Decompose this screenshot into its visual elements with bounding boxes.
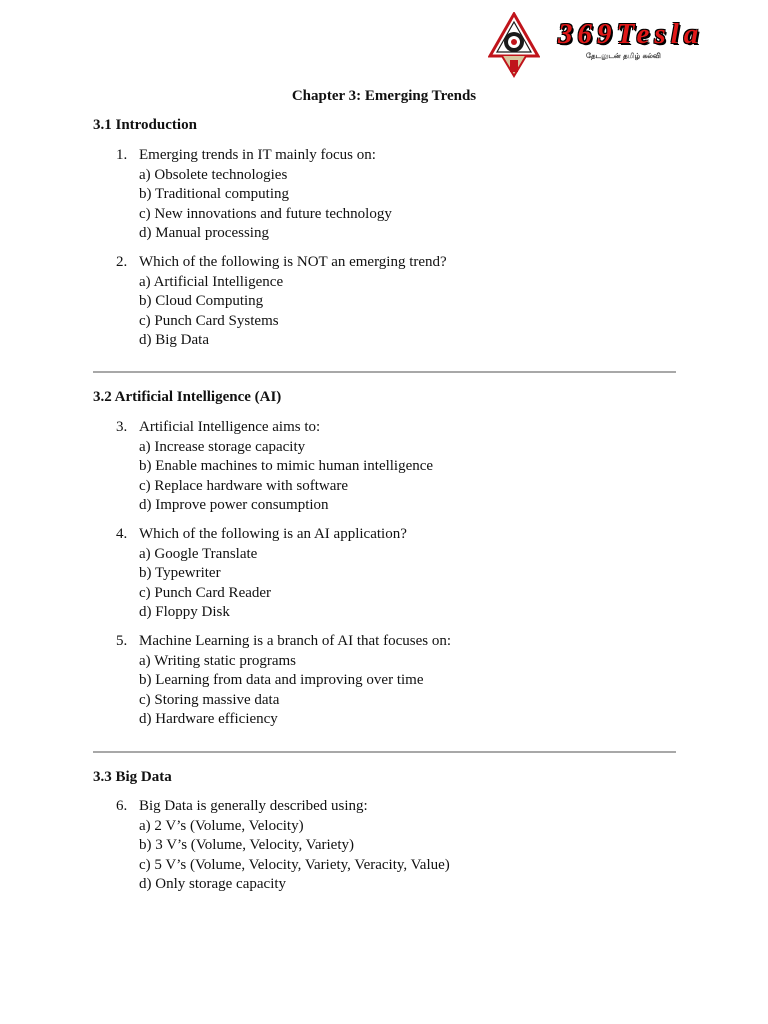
- option-c: c) 5 V’s (Volume, Velocity, Variety, Veracity, Value): [139, 856, 450, 873]
- option-b: b) 3 V’s (Volume, Velocity, Variety): [139, 837, 354, 854]
- option-d: d) Big Data: [139, 332, 209, 349]
- tesla-emblem-icon: [488, 12, 540, 78]
- question-number: 6.: [116, 798, 128, 814]
- section-heading-ai: 3.2 Artificial Intelligence (AI): [93, 389, 282, 405]
- question-number: 2.: [116, 254, 128, 270]
- option-c: c) Replace hardware with software: [139, 477, 349, 494]
- question-text: Which of the following is an AI application?: [139, 526, 407, 542]
- question-text: Machine Learning is a branch of AI that focuses on:: [139, 633, 451, 649]
- option-d: d) Only storage capacity: [139, 876, 287, 893]
- option-d: d) Manual processing: [139, 225, 269, 242]
- question-number: 3.: [116, 419, 128, 435]
- option-a: a) Obsolete technologies: [139, 166, 288, 183]
- option-a: a) 2 V’s (Volume, Velocity): [139, 817, 304, 834]
- option-b: b) Traditional computing: [139, 186, 289, 203]
- option-b: b) Learning from data and improving over time: [139, 672, 424, 689]
- option-a: a) Google Translate: [139, 545, 258, 562]
- option-b: b) Typewriter: [139, 565, 221, 582]
- option-c: c) New innovations and future technology: [139, 205, 392, 222]
- question-text: Emerging trends in IT mainly focus on:: [139, 147, 376, 163]
- brand-logo: [488, 12, 743, 80]
- option-a: a) Increase storage capacity: [139, 438, 306, 455]
- question-number: 4.: [116, 526, 128, 542]
- question-text: Artificial Intelligence aims to:: [139, 419, 321, 435]
- option-d: d) Floppy Disk: [139, 604, 230, 621]
- question-text: Big Data is generally described using:: [139, 798, 368, 814]
- option-d: d) Hardware efficiency: [139, 711, 278, 728]
- question-number: 5.: [116, 633, 128, 649]
- section-divider: [93, 751, 676, 753]
- logo-tagline: தேடலுடன் தமிழ் கல்வி: [586, 52, 661, 60]
- question-number: 1.: [116, 147, 128, 163]
- section-heading-introduction: 3.1 Introduction: [93, 117, 197, 133]
- option-c: c) Punch Card Reader: [139, 584, 272, 601]
- page-title: Chapter 3: Emerging Trends: [291, 88, 477, 104]
- option-a: a) Artificial Intelligence: [139, 273, 284, 290]
- option-c: c) Storing massive data: [139, 691, 280, 708]
- logo-wordmark: 369Tesla: [558, 18, 704, 50]
- section-divider: [93, 371, 676, 373]
- option-c: c) Punch Card Systems: [139, 312, 279, 329]
- option-b: b) Cloud Computing: [139, 293, 264, 310]
- option-b: b) Enable machines to mimic human intelligence: [139, 458, 434, 475]
- question-text: Which of the following is NOT an emerging trend?: [139, 254, 447, 270]
- option-d: d) Improve power consumption: [139, 497, 329, 514]
- section-heading-big-data: 3.3 Big Data: [93, 769, 172, 785]
- option-a: a) Writing static programs: [139, 652, 296, 669]
